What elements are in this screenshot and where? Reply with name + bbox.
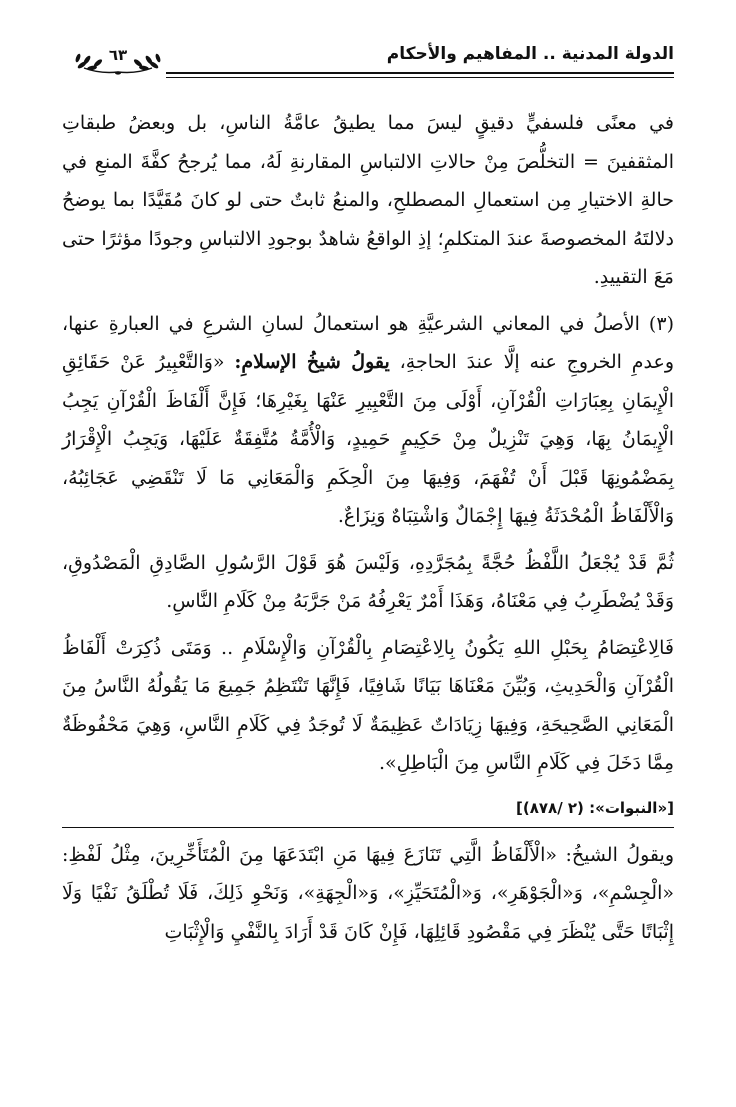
- paragraph-5-lead: ويقولُ الشيخُ:: [565, 843, 675, 866]
- page-header: [70, 38, 674, 78]
- page-body: [62, 104, 674, 951]
- paragraph-1: في معنًى فلسفيٍّ دقيقٍ ليسَ مما يطيقُ عامَّةُ الناسِ، بل وبعضُ طبقاتِ المثقفينَ = التخلُّصَ مِنْ حالاتِ الالتباسِ المقارنةِ لَهُ، مما يُرجحُ كفَّةَ المنعِ في حالةِ الاختيارِ مِن استعمالِ المصطلحِ، والمنعُ ثابتٌ حتى لو كانَ مُقَيَّدًا بما يوضحُ دلالتَهُ المخصوصةَ عندَ المتكلمِ؛ إذِ الواقعُ شاهدٌ بوجودِ الالتباسِ وجودًا مؤثرًا حتى مَعَ التقييدِ.: [62, 112, 674, 288]
- running-title: الدولة المدنية .. المفاهيم والأحكام: [386, 44, 674, 64]
- quote-2: «الْأَلْفَاظُ الَّتِي تَنَازَعَ فِيهَا مَنِ ابْتَدَعَهَا مِنَ الْمُتَأَخِّرِينَ، مِثْلُ لَفْظِ: «الْجِسْمِ»، وَ«الْجَوْهَرِ»، وَ«الْمُتَحَيِّزِ»، وَ«الْجِهَةِ»، وَنَحْوِ ذَلِكَ، فَلَا تُطْلَقُ نَفْيًا وَلَا إِثْبَاتًا حَتَّى يُنْظَرَ فِي مَقْصُودِ قَائِلِهَا، فَإِنْ كَانَ قَدْ أَرَادَ بِالنَّفْيِ وَالْإِثْبَاتِ: [62, 843, 674, 943]
- quote-1: «وَالتَّعْبِيرُ عَنْ حَقَائِقِ الْإِيمَانِ بِعِبَارَاتِ الْقُرْآنِ، أَوْلَى مِنَ التَّعْبِيرِ عَنْهَا بِغَيْرِهَا؛ فَإِنَّ أَلْفَاظَ الْقُرْآنِ يَجِبُ الْإِيمَانُ بِهَا، وَهِيَ تَنْزِيلٌ مِنْ حَكِيمٍ حَمِيدٍ، وَالْأُمَّةُ مُتَّفِقَةٌ عَلَيْهَا، وَيَجِبُ الْإِقْرَارُ بِمَضْمُونِهَا قَبْلَ أَنْ تُفْهَمَ، وَفِيهَا مِنَ الْحِكَمِ وَالْمَعَانِي مَا لَا تَنْقَضِي عَجَائِبُهُ، وَالْأَلْفَاظُ الْمُحْدَثَةُ فِيهَا إِجْمَالٌ وَاشْتِبَاهٌ وَنِزَاعٌ.: [62, 351, 674, 527]
- attribution-sheikh-al-islam: يقولُ شيخُ الإسلامِ:: [234, 351, 390, 373]
- header-rule: [166, 72, 674, 74]
- paragraph-5: [62, 836, 674, 952]
- paragraph-2-lead: (٣) الأصلُ في المعاني الشرعيَّةِ هو استعمالُ لسانِ الشرعِ في العبارةِ عنها، وعدمِ الخروجِ عنه إلَّا عندَ الحاجةِ،: [62, 312, 674, 373]
- source-citation: [«النبوات»: (٢ /٨٧٨)]: [516, 798, 674, 817]
- paragraph-3: ثُمَّ قَدْ يُجْعَلُ اللَّفْظُ حُجَّةً بِمُجَرَّدِهِ، وَلَيْسَ هُوَ قَوْلَ الرَّسُولِ الصَّادِقِ الْمَصْدُوقِ، وَقَدْ يُضْطَرِبُ فِي مَعْنَاهُ، وَهَذَا أَمْرٌ يَعْرِفُهُ مَنْ جَرَّبَهُ مِنْ كَلَامِ النَّاسِ.: [62, 551, 674, 612]
- paragraph-2: [62, 305, 674, 536]
- citation-rule: [62, 827, 674, 828]
- paragraph-4: فَالِاعْتِصَامُ بِحَبْلِ اللهِ يَكُونُ بِالِاعْتِصَامِ بِالْقُرْآنِ وَالْإِسْلَامِ .. وَمَتَى ذُكِرَتْ أَلْفَاظُ الْقُرْآنِ وَالْحَدِيثِ، وَبُيِّنَ مَعْنَاهَا بَيَانًا شَافِيًا، فَإِنَّهَا تَنْتَظِمُ جَمِيعَ مَا يَقُولُهُ النَّاسُ مِنَ الْمَعَانِي الصَّحِيحَةِ، وَفِيهَا زِيَادَاتٌ عَظِيمَةٌ لَا تُوجَدُ فِي كَلَامِ النَّاسِ، وَهِيَ مَحْفُوظَةٌ مِمَّا دَخَلَ فِي كَلَامِ النَّاسِ مِنَ الْبَاطِلِ».: [62, 636, 674, 774]
- page-number: ٦٣: [108, 46, 128, 64]
- header-rule-thin: [166, 77, 674, 78]
